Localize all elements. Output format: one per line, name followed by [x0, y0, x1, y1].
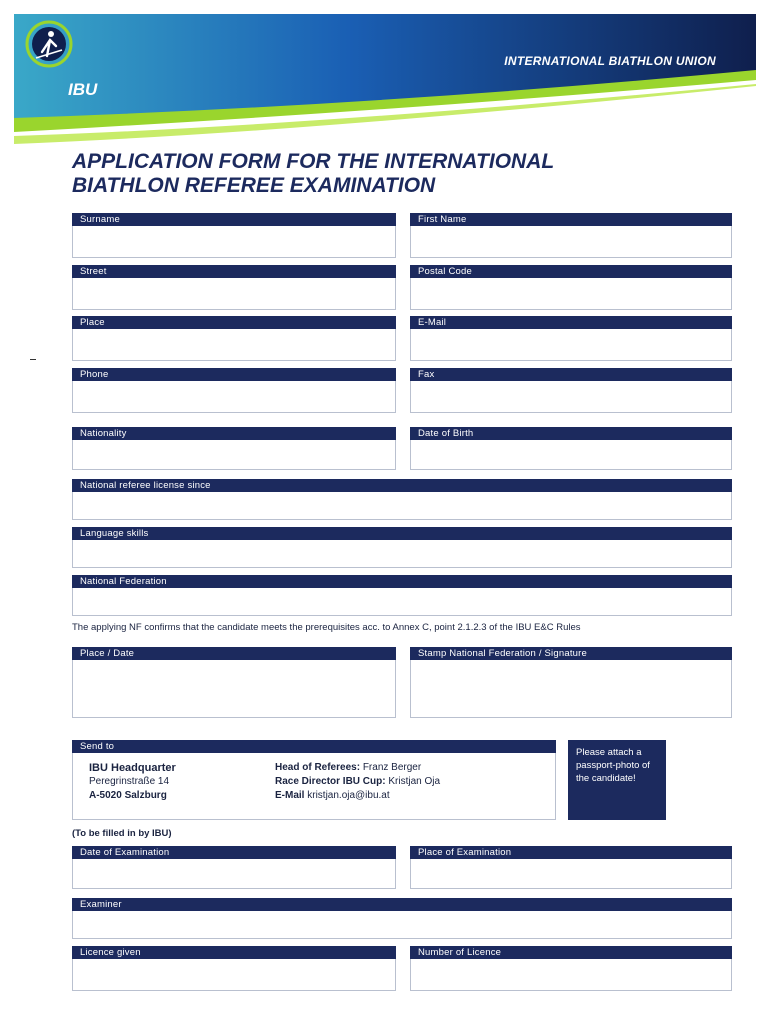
fax-input[interactable] [410, 381, 732, 413]
surname-field[interactable] [72, 213, 396, 258]
fax-field[interactable] [410, 368, 732, 413]
postal-code-input[interactable] [410, 278, 732, 310]
email-contact-label: E-Mail [275, 790, 305, 801]
street-input[interactable] [72, 278, 396, 310]
email-label: E-Mail [410, 316, 732, 329]
director-label: Race Director IBU Cup: [275, 776, 386, 787]
hq-city: A-5020 Salzburg [89, 790, 167, 801]
photo-note-box: Please attach a passport-photo of the candidate! [568, 740, 666, 820]
licence-given-field[interactable] [72, 946, 396, 991]
director-value: Kristjan Oja [388, 776, 441, 787]
place-exam-label: Place of Examination [410, 846, 732, 859]
ibu-logo-icon [14, 14, 84, 84]
place-date-input[interactable] [72, 660, 396, 718]
email-field[interactable] [410, 316, 732, 361]
hq-street: Peregrinstraße 14 [89, 776, 170, 787]
margin-dash [30, 359, 36, 360]
place-input[interactable] [72, 329, 396, 361]
first-name-label: First Name [410, 213, 732, 226]
head-label: Head of Referees: [275, 762, 361, 773]
number-licence-label: Number of Licence [410, 946, 732, 959]
hq-address [89, 761, 176, 803]
place-exam-input[interactable] [410, 859, 732, 889]
contacts [275, 761, 440, 803]
ibu-only-note: (To be filled in by IBU) [72, 828, 172, 839]
examiner-field[interactable] [72, 898, 732, 939]
title-line-2: BIATHLON REFEREE EXAMINATION [72, 174, 436, 197]
national-federation-label: National Federation [72, 575, 732, 588]
head-value: Franz Berger [362, 762, 422, 773]
date-of-birth-label: Date of Birth [410, 427, 732, 440]
head-of-referees [275, 761, 440, 775]
email-contact-value[interactable]: kristjan.oja@ibu.at [307, 790, 390, 801]
language-skills-field[interactable] [72, 527, 732, 568]
street-label: Street [72, 265, 396, 278]
license-since-field[interactable] [72, 479, 732, 520]
send-to-header [72, 740, 556, 753]
first-name-input[interactable] [410, 226, 732, 258]
postal-code-field[interactable] [410, 265, 732, 310]
phone-label: Phone [72, 368, 396, 381]
header-banner [14, 14, 756, 154]
stamp-field[interactable] [410, 647, 732, 718]
page-title [72, 150, 712, 198]
banner-graphic [14, 14, 756, 154]
email-input[interactable] [410, 329, 732, 361]
place-date-field[interactable] [72, 647, 396, 718]
date-exam-field[interactable] [72, 846, 396, 889]
org-name: INTERNATIONAL BIATHLON UNION [504, 54, 716, 68]
postal-code-label: Postal Code [410, 265, 732, 278]
license-since-input[interactable] [72, 492, 732, 520]
date-of-birth-input[interactable] [410, 440, 732, 470]
nationality-label: Nationality [72, 427, 396, 440]
logo-text: IBU [68, 80, 98, 99]
licence-given-label: Licence given [72, 946, 396, 959]
language-skills-input[interactable] [72, 540, 732, 568]
place-field[interactable] [72, 316, 396, 361]
contact-email [275, 789, 440, 803]
confirmation-text: The applying NF confirms that the candidate meets the prerequisites acc. to Annex C, point 2.1.2.3 of the IBU E&C Rules [72, 622, 581, 633]
national-federation-field[interactable] [72, 575, 732, 616]
number-licence-input[interactable] [410, 959, 732, 991]
stamp-label: Stamp National Federation / Signature [410, 647, 732, 660]
national-federation-input[interactable] [72, 588, 732, 616]
date-exam-label: Date of Examination [72, 846, 396, 859]
examiner-input[interactable] [72, 911, 732, 939]
nationality-input[interactable] [72, 440, 396, 470]
place-label: Place [72, 316, 396, 329]
number-licence-field[interactable] [410, 946, 732, 991]
phone-input[interactable] [72, 381, 396, 413]
send-to-content [72, 753, 556, 820]
street-field[interactable] [72, 265, 396, 310]
place-exam-field[interactable] [410, 846, 732, 889]
date-exam-input[interactable] [72, 859, 396, 889]
place-date-label: Place / Date [72, 647, 396, 660]
phone-field[interactable] [72, 368, 396, 413]
language-skills-label: Language skills [72, 527, 732, 540]
examiner-label: Examiner [72, 898, 732, 911]
date-of-birth-field[interactable] [410, 427, 732, 470]
race-director [275, 775, 440, 789]
surname-input[interactable] [72, 226, 396, 258]
stamp-input[interactable] [410, 660, 732, 718]
nationality-field[interactable] [72, 427, 396, 470]
send-to-box [72, 740, 556, 820]
licence-given-input[interactable] [72, 959, 396, 991]
fax-label: Fax [410, 368, 732, 381]
surname-label: Surname [72, 213, 396, 226]
hq-title: IBU Headquarter [89, 762, 176, 774]
first-name-field[interactable] [410, 213, 732, 258]
license-since-label: National referee license since [72, 479, 732, 492]
title-line-1: APPLICATION FORM FOR THE INTERNATIONAL [72, 150, 555, 173]
send-to-label: Send to [72, 740, 556, 753]
